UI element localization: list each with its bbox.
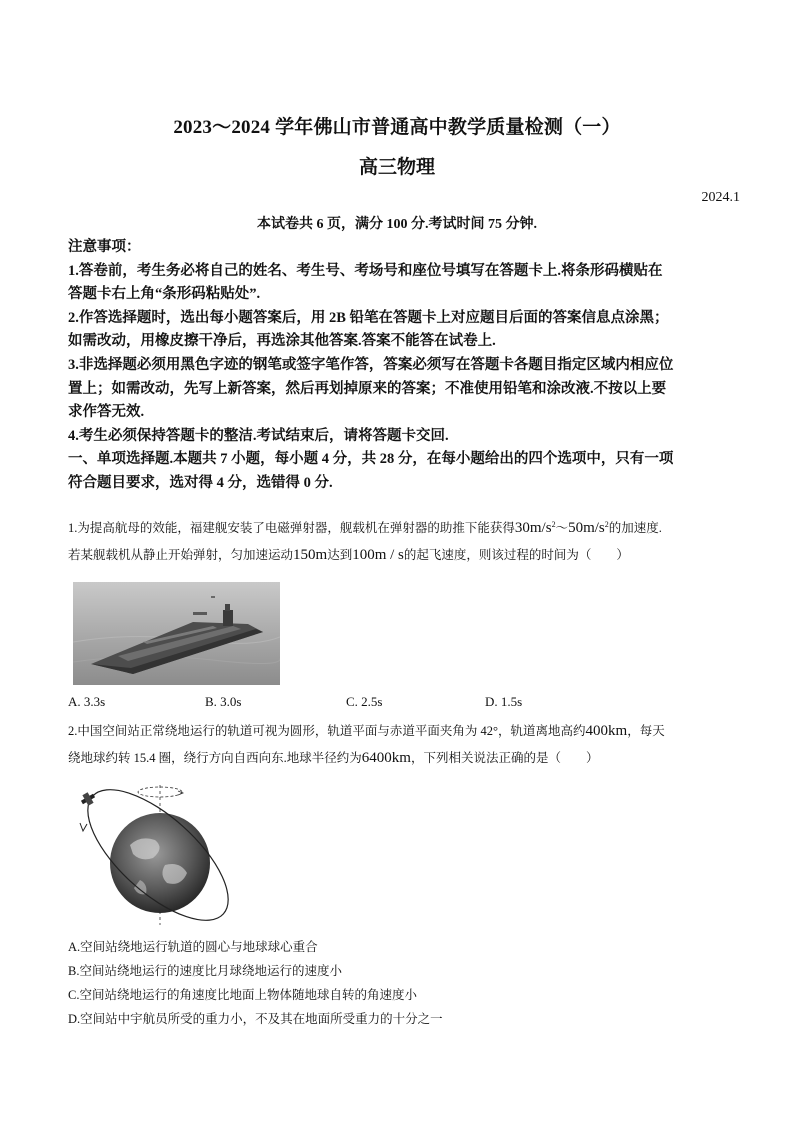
- notes-line: 4.考生必须保持答题卡的整洁.考试结束后，请将答题卡交回.: [68, 427, 449, 444]
- option-b[interactable]: B. 3.0s: [205, 694, 242, 709]
- notes-heading: 注意事项：: [68, 239, 141, 255]
- section-heading: 一、单项选择题.本题共 7 小题，每小题 4 分，共 28 分，在每小题给出的四个选项中，只有一项: [68, 451, 674, 468]
- exam-title: 2023～2024 学年佛山市普通高中教学质量检测（一）: [173, 117, 621, 138]
- notes-line: 答题卡右上角“条形码粘贴处”.: [68, 286, 261, 303]
- question-2-line-2: [68, 745, 738, 772]
- q1-distance: 150m: [293, 547, 328, 563]
- option-a[interactable]: A. 3.3s: [68, 694, 106, 709]
- q1-text: 的起飞速度，则该过程的时间为（ ）: [403, 548, 629, 562]
- notes-line: 置上；如需改动，先写上新答案，然后再划掉原来的答案；不准使用铅笔和涂改液.不按以上要: [68, 380, 667, 397]
- q2-height: 400km: [585, 723, 628, 739]
- q2-text: 2.中国空间站正常绕地运行的轨道可视为圆形，轨道平面与赤道平面夹角为 42°，轨道离地高约: [68, 724, 586, 738]
- notes-line: 3.非选择题必须用黑色字迹的钢笔或签字笔作答，答案必须写在答题卡各题目指定区域内相应位: [68, 356, 674, 373]
- q1-tilde: ～: [555, 521, 569, 535]
- question-2: [68, 718, 738, 772]
- notes-line: 求作答无效.: [68, 404, 145, 421]
- earth-orbit-diagram: [70, 785, 245, 925]
- question-2-line-1: [68, 718, 738, 745]
- exam-subject: 高三物理: [358, 157, 435, 178]
- q2-text: ，下列相关说法正确的是（ ）: [410, 751, 599, 765]
- aircraft-carrier-photo: [73, 582, 280, 685]
- option-b[interactable]: B.空间站绕地运行的速度比月球绕地运行的速度小: [68, 964, 342, 978]
- notes-line: 1.答卷前，考生务必将自己的姓名、考生号、考场号和座位号填写在答题卡上.将条形码横贴在: [68, 262, 663, 279]
- section-heading: 符合题目要求，选对得 4 分，选错得 0 分.: [68, 474, 333, 491]
- q1-accel-max: 50m/s: [568, 520, 605, 536]
- q1-sup: 2: [551, 520, 556, 529]
- notes-line: 如需改动，用橡皮擦干净后，再选涂其他答案.答案不能答在试卷上.: [68, 333, 496, 350]
- question-2-options: [68, 935, 443, 1031]
- q1-text: 若某舰载机从静止开始弹射，匀加速运动: [68, 548, 294, 562]
- option-a[interactable]: A.空间站绕地运行轨道的圆心与地球球心重合: [68, 940, 318, 954]
- q1-text: 达到: [327, 548, 353, 562]
- q2-radius: 6400km: [361, 750, 411, 766]
- notes-section: [68, 236, 738, 496]
- question-1: [68, 511, 738, 569]
- notes-line: 2.作答选择题时，选出每小题答案后，用 2B 铅笔在答题卡上对应题目后面的答案信息点涂黑；: [68, 309, 669, 326]
- q1-speed: 100m / s: [352, 547, 404, 563]
- option-c[interactable]: C.空间站绕地运行的角速度比地面上物体随地球自转的角速度小: [68, 988, 417, 1002]
- q1-text: 1.为提高航母的效能，福建舰安装了电磁弹射器，舰载机在弹射器的助推下能获得: [68, 521, 515, 535]
- q1-accel-min: 30m/s: [514, 520, 552, 536]
- question-1-line-2: [68, 542, 738, 569]
- q2-text: ，每天: [627, 724, 665, 738]
- q2-text: 绕地球约转 15.4 圈，绕行方向自西向东.地球半径约为: [68, 751, 362, 765]
- option-d[interactable]: D. 1.5s: [485, 694, 523, 709]
- exam-date: 2024.1: [701, 190, 740, 205]
- option-c[interactable]: C. 2.5s: [346, 694, 383, 709]
- q1-sup: 2: [604, 520, 609, 529]
- option-d[interactable]: D.空间站中宇航员所受的重力小，不及其在地面所受重力的十分之一: [68, 1012, 443, 1026]
- question-1-line-1: [68, 511, 738, 542]
- exam-info: 本试卷共 6 页，满分 100 分.考试时间 75 分钟.: [257, 217, 537, 232]
- q1-text: 的加速度.: [608, 521, 662, 535]
